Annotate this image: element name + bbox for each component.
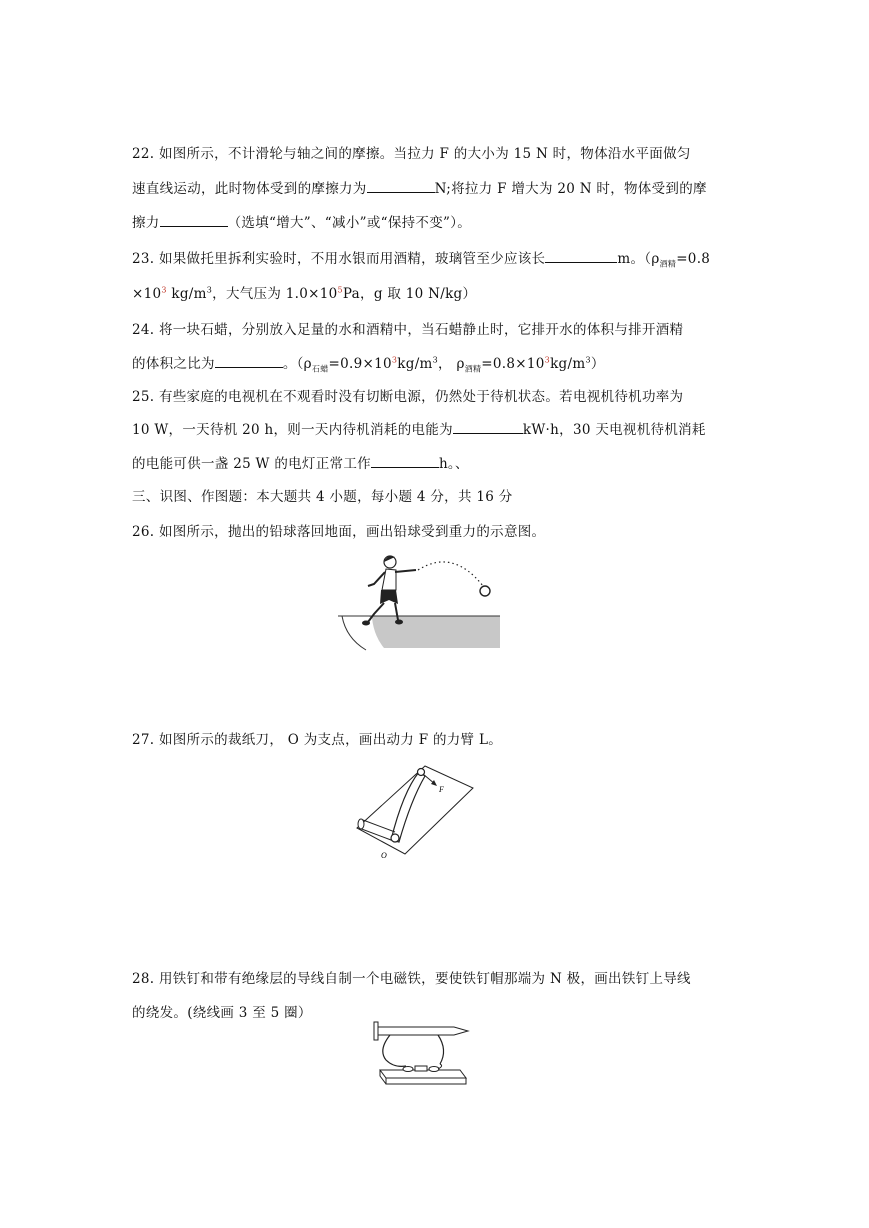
electromagnet-figure[interactable] <box>368 1020 472 1090</box>
q23-text: ，大气压为 1.0×10 <box>212 286 338 302</box>
section-3-heading: 三、识图、作图题：本大题共 4 小题，每小题 4 分，共 16 分 <box>132 489 513 505</box>
terminal-icon <box>403 1064 442 1072</box>
q22-answer-blank-1[interactable] <box>367 178 435 193</box>
q28-line-1: 28. 用铁钉和带有绝缘层的导线自制一个电磁铁，要使铁钉帽那端为 N 极，画出铁钉上导线 <box>132 971 691 987</box>
q22-text: 擦力 <box>132 215 160 231</box>
q24-subscript: 酒精 <box>464 364 482 374</box>
q24-text: ， ρ <box>438 356 465 372</box>
label-F: F <box>439 785 444 794</box>
q24-line-2 <box>132 352 605 372</box>
pivot-point <box>391 834 399 842</box>
q23-text: 23. 如果做托里拆利实验时，不用水银而用酒精，玻璃管至少应该长 <box>132 251 546 267</box>
ground-curve <box>342 616 366 650</box>
q23-text: m。（ρ <box>617 251 660 267</box>
q24-superscript: 3 <box>432 355 439 365</box>
q24-text: =0.8×10 <box>481 356 545 372</box>
q27-text: 27. 如图所示的裁纸刀， O 为支点，画出动力 F 的力臂 L。 <box>132 732 503 748</box>
q23-superscript: 3 <box>161 285 167 295</box>
nail-head <box>374 1022 378 1040</box>
q23-text: Pa，g 取 10 N/kg） <box>342 286 477 302</box>
q23-answer-blank[interactable] <box>545 248 617 263</box>
q23-text: kg/m <box>166 286 207 302</box>
q25-text: h。、 <box>438 456 469 472</box>
q24-subscript: 石蜡 <box>311 364 329 374</box>
trajectory-dotted-line <box>418 562 483 586</box>
q25-answer-blank-2[interactable] <box>371 453 439 468</box>
q25-text: kW·h，30 天电视机待机消耗 <box>522 422 706 438</box>
q22-line-2 <box>132 177 707 197</box>
q25-text: 10 W，一天待机 20 h，则一天内待机消耗的电能为 <box>132 422 453 438</box>
q26-text: 26. 如图所示，抛出的铅球落回地面，画出铅球受到重力的示意图。 <box>132 524 546 540</box>
q25-text: 的电能可供一盏 25 W 的电灯正常工作 <box>132 456 371 472</box>
thrower-icon <box>362 556 416 626</box>
q25-line-1: 25. 有些家庭的电视机在不观看时没有切断电源，仍然处于待机状态。若电视机待机功率为 <box>132 389 684 405</box>
q22-line-3 <box>132 211 471 231</box>
q24-superscript: 3 <box>585 355 591 365</box>
q24-superscript: 3 <box>391 355 398 365</box>
q23-line-2 <box>132 282 476 302</box>
q23-superscript: 5 <box>337 285 343 295</box>
q24-superscript: 3 <box>544 355 551 365</box>
q25-line-2 <box>132 418 706 438</box>
shot-put-figure[interactable] <box>338 548 502 652</box>
label-O: O <box>381 851 387 860</box>
q22-text: N;将拉力 F 增大为 20 N 时，物体受到的摩 <box>434 181 707 197</box>
q28-line-2: 的绕发。(绕线画 3 至 5 圈） <box>132 1005 312 1021</box>
q23-line-1 <box>132 247 710 267</box>
q22-answer-blank-2[interactable] <box>160 212 228 227</box>
q24-text: 的体积之比为 <box>132 356 215 372</box>
shot-put-ball-icon <box>480 586 490 596</box>
ground-shading <box>368 616 500 648</box>
paper-cutter-figure[interactable] <box>355 758 475 860</box>
q22-text: （选填“增大”、“减小”或“保持不变”）。 <box>227 215 472 231</box>
wire <box>383 1035 406 1066</box>
q23-text: =0.8 <box>676 251 711 267</box>
q25-answer-blank-1[interactable] <box>453 419 523 434</box>
q22-text: 速直线运动，此时物体受到的摩擦力为 <box>132 181 367 197</box>
q24-text: 。（ρ <box>282 356 312 372</box>
q22-line-1: 22. 如图所示，不计滑轮与轴之间的摩擦。当拉力 F 的大小为 15 N 时，物体沿水平面做匀 <box>132 146 691 162</box>
q24-answer-blank[interactable] <box>215 353 283 368</box>
q23-text: ×10 <box>132 286 162 302</box>
q24-line-1: 24. 将一块石蜡，分别放入足量的水和酒精中，当石蜡静止时，它排开水的体积与排开酒精 <box>132 322 684 338</box>
q25-line-3 <box>132 452 469 472</box>
q24-text: kg/m <box>550 356 586 372</box>
nail-body <box>378 1027 468 1035</box>
q24-text: =0.9×10 <box>328 356 392 372</box>
q23-superscript: 3 <box>206 285 213 295</box>
q23-subscript: 酒精 <box>659 259 677 269</box>
q24-text: kg/m <box>397 356 433 372</box>
q24-text: ） <box>590 356 605 372</box>
